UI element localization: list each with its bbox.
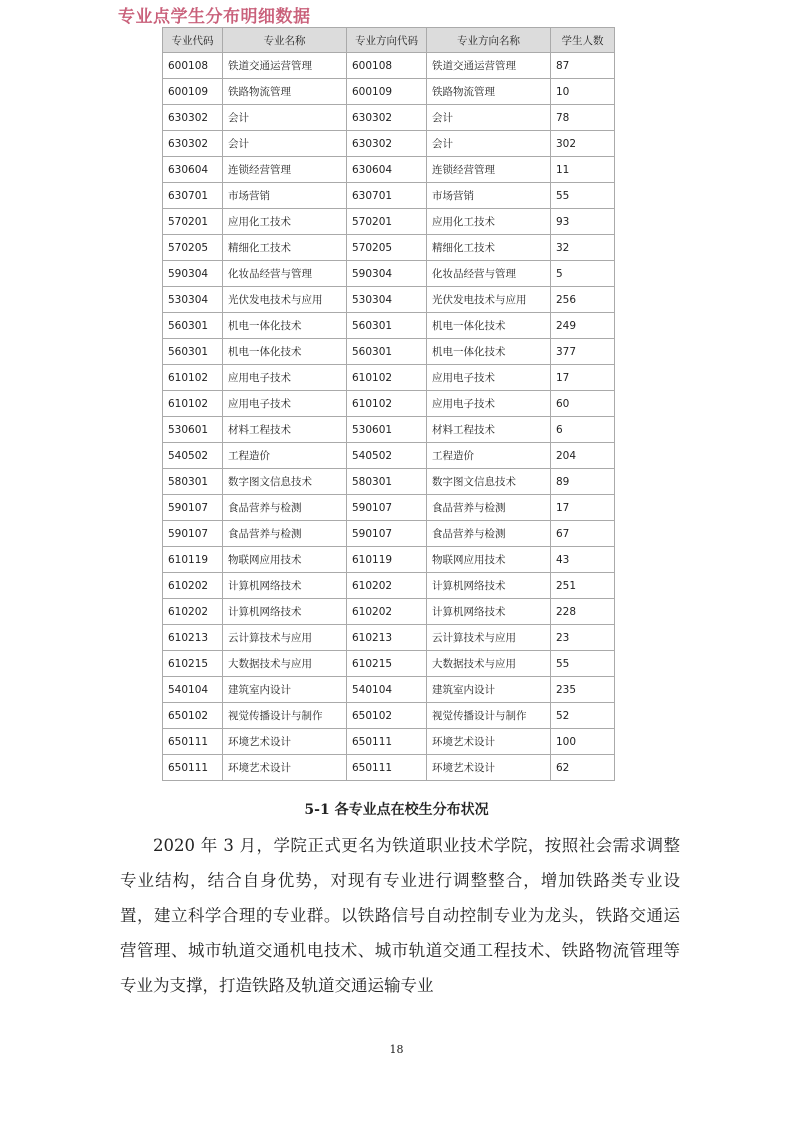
- cell-major-name: 应用化工技术: [223, 209, 347, 235]
- cell-major-name: 数字图文信息技术: [223, 469, 347, 495]
- cell-direction-code: 650102: [347, 703, 427, 729]
- cell-direction-code: 590304: [347, 261, 427, 287]
- cell-major-code: 630302: [163, 131, 223, 157]
- cell-major-name: 铁道交通运营管理: [223, 53, 347, 79]
- table-row: [163, 79, 615, 105]
- cell-direction-code: 610213: [347, 625, 427, 651]
- cell-major-name: 精细化工技术: [223, 235, 347, 261]
- cell-direction-name: 应用化工技术: [427, 209, 551, 235]
- cell-direction-name: 云计算技术与应用: [427, 625, 551, 651]
- table-row: [163, 547, 615, 573]
- table-row: [163, 235, 615, 261]
- cell-student-count: 17: [551, 365, 615, 391]
- cell-student-count: 204: [551, 443, 615, 469]
- cell-major-name: 物联网应用技术: [223, 547, 347, 573]
- cell-student-count: 52: [551, 703, 615, 729]
- cell-direction-code: 560301: [347, 313, 427, 339]
- cell-student-count: 32: [551, 235, 615, 261]
- cell-direction-name: 应用电子技术: [427, 391, 551, 417]
- table-row: [163, 599, 615, 625]
- table-row: [163, 157, 615, 183]
- table-row: [163, 677, 615, 703]
- cell-direction-name: 环境艺术设计: [427, 729, 551, 755]
- cell-major-name: 机电一体化技术: [223, 313, 347, 339]
- cell-direction-name: 机电一体化技术: [427, 313, 551, 339]
- cell-major-code: 590107: [163, 521, 223, 547]
- table-caption: 5-1 各专业点在校生分布状况: [304, 802, 489, 818]
- cell-direction-code: 530304: [347, 287, 427, 313]
- table-header: [163, 28, 615, 53]
- cell-student-count: 10: [551, 79, 615, 105]
- table-row: [163, 339, 615, 365]
- cell-major-name: 机电一体化技术: [223, 339, 347, 365]
- column-header-direction-code: 专业方向代码: [347, 28, 427, 53]
- cell-major-code: 600109: [163, 79, 223, 105]
- cell-direction-code: 630701: [347, 183, 427, 209]
- cell-direction-code: 530601: [347, 417, 427, 443]
- cell-direction-code: 540104: [347, 677, 427, 703]
- cell-direction-name: 视觉传播设计与制作: [427, 703, 551, 729]
- cell-direction-name: 食品营养与检测: [427, 495, 551, 521]
- table-row: [163, 105, 615, 131]
- cell-major-code: 540502: [163, 443, 223, 469]
- cell-student-count: 228: [551, 599, 615, 625]
- cell-major-name: 应用电子技术: [223, 365, 347, 391]
- table-row: [163, 365, 615, 391]
- cell-direction-code: 610202: [347, 573, 427, 599]
- body-paragraph: 2020 年 3 月，学院正式更名为铁道职业技术学院，按照社会需求调整专业结构，结合自身优势，对现有专业进行调整整合，增加铁路类专业设置，建立科学合理的专业群。以铁路信号自动控制专业为龙头，铁路交通运营管理、城市轨道交通机电技术、城市轨道交通工程技术、铁路物流管理等专业为支撑，打造铁路及轨道交通运输专业: [120, 836, 680, 995]
- cell-direction-name: 数字图文信息技术: [427, 469, 551, 495]
- cell-major-name: 计算机网络技术: [223, 573, 347, 599]
- column-header-student-count: 学生人数: [551, 28, 615, 53]
- cell-major-name: 视觉传播设计与制作: [223, 703, 347, 729]
- cell-student-count: 23: [551, 625, 615, 651]
- table-row: [163, 755, 615, 781]
- cell-direction-code: 650111: [347, 729, 427, 755]
- cell-major-name: 化妆品经营与管理: [223, 261, 347, 287]
- cell-major-code: 560301: [163, 339, 223, 365]
- cell-major-name: 会计: [223, 131, 347, 157]
- table-row: [163, 625, 615, 651]
- cell-direction-code: 590107: [347, 495, 427, 521]
- cell-student-count: 256: [551, 287, 615, 313]
- cell-student-count: 6: [551, 417, 615, 443]
- cell-student-count: 67: [551, 521, 615, 547]
- cell-student-count: 60: [551, 391, 615, 417]
- cell-student-count: 89: [551, 469, 615, 495]
- cell-student-count: 11: [551, 157, 615, 183]
- cell-direction-code: 630302: [347, 131, 427, 157]
- cell-direction-name: 计算机网络技术: [427, 573, 551, 599]
- cell-major-name: 环境艺术设计: [223, 755, 347, 781]
- cell-major-code: 560301: [163, 313, 223, 339]
- table-row: [163, 391, 615, 417]
- cell-major-code: 630701: [163, 183, 223, 209]
- table-row: [163, 651, 615, 677]
- cell-direction-name: 材料工程技术: [427, 417, 551, 443]
- cell-major-name: 建筑室内设计: [223, 677, 347, 703]
- cell-direction-code: 610102: [347, 365, 427, 391]
- cell-student-count: 100: [551, 729, 615, 755]
- cell-student-count: 235: [551, 677, 615, 703]
- cell-major-name: 连锁经营管理: [223, 157, 347, 183]
- cell-major-code: 600108: [163, 53, 223, 79]
- cell-major-code: 650111: [163, 755, 223, 781]
- cell-student-count: 93: [551, 209, 615, 235]
- table-row: [163, 131, 615, 157]
- cell-direction-name: 物联网应用技术: [427, 547, 551, 573]
- cell-direction-name: 铁路物流管理: [427, 79, 551, 105]
- table-row: [163, 729, 615, 755]
- cell-student-count: 377: [551, 339, 615, 365]
- cell-student-count: 87: [551, 53, 615, 79]
- cell-direction-name: 环境艺术设计: [427, 755, 551, 781]
- cell-major-code: 590107: [163, 495, 223, 521]
- cell-student-count: 17: [551, 495, 615, 521]
- cell-student-count: 249: [551, 313, 615, 339]
- cell-major-code: 530601: [163, 417, 223, 443]
- cell-major-code: 630302: [163, 105, 223, 131]
- cell-major-code: 540104: [163, 677, 223, 703]
- cell-major-name: 云计算技术与应用: [223, 625, 347, 651]
- cell-major-name: 计算机网络技术: [223, 599, 347, 625]
- cell-major-name: 食品营养与检测: [223, 495, 347, 521]
- cell-direction-name: 计算机网络技术: [427, 599, 551, 625]
- student-distribution-table: [162, 27, 615, 781]
- table-row: [163, 443, 615, 469]
- cell-major-code: 610102: [163, 391, 223, 417]
- cell-major-code: 590304: [163, 261, 223, 287]
- cell-direction-name: 铁道交通运营管理: [427, 53, 551, 79]
- cell-major-code: 610215: [163, 651, 223, 677]
- cell-major-code: 580301: [163, 469, 223, 495]
- cell-direction-code: 610119: [347, 547, 427, 573]
- cell-direction-code: 570205: [347, 235, 427, 261]
- cell-direction-name: 精细化工技术: [427, 235, 551, 261]
- table-row: [163, 469, 615, 495]
- cell-major-name: 材料工程技术: [223, 417, 347, 443]
- cell-direction-code: 590107: [347, 521, 427, 547]
- cell-direction-name: 市场营销: [427, 183, 551, 209]
- cell-direction-code: 560301: [347, 339, 427, 365]
- column-header-major-name: 专业名称: [223, 28, 347, 53]
- cell-direction-name: 会计: [427, 131, 551, 157]
- cell-major-code: 610119: [163, 547, 223, 573]
- table-row: [163, 53, 615, 79]
- cell-direction-code: 600109: [347, 79, 427, 105]
- cell-direction-name: 会计: [427, 105, 551, 131]
- cell-direction-code: 600108: [347, 53, 427, 79]
- cell-direction-name: 工程造价: [427, 443, 551, 469]
- cell-major-code: 570205: [163, 235, 223, 261]
- cell-major-code: 610102: [163, 365, 223, 391]
- cell-student-count: 62: [551, 755, 615, 781]
- cell-major-name: 食品营养与检测: [223, 521, 347, 547]
- cell-major-name: 环境艺术设计: [223, 729, 347, 755]
- table-row: [163, 573, 615, 599]
- cell-direction-name: 建筑室内设计: [427, 677, 551, 703]
- cell-student-count: 55: [551, 183, 615, 209]
- cell-direction-code: 650111: [347, 755, 427, 781]
- table-row: [163, 287, 615, 313]
- cell-direction-name: 机电一体化技术: [427, 339, 551, 365]
- cell-direction-code: 570201: [347, 209, 427, 235]
- cell-major-name: 铁路物流管理: [223, 79, 347, 105]
- cell-major-code: 610202: [163, 599, 223, 625]
- cell-direction-code: 630604: [347, 157, 427, 183]
- cell-major-name: 工程造价: [223, 443, 347, 469]
- cell-direction-name: 大数据技术与应用: [427, 651, 551, 677]
- cell-direction-name: 连锁经营管理: [427, 157, 551, 183]
- cell-major-code: 650111: [163, 729, 223, 755]
- cell-major-name: 会计: [223, 105, 347, 131]
- cell-major-code: 570201: [163, 209, 223, 235]
- cell-major-code: 650102: [163, 703, 223, 729]
- table-row: [163, 313, 615, 339]
- cell-direction-code: 610102: [347, 391, 427, 417]
- cell-direction-name: 食品营养与检测: [427, 521, 551, 547]
- table-row: [163, 417, 615, 443]
- cell-direction-code: 630302: [347, 105, 427, 131]
- cell-direction-code: 540502: [347, 443, 427, 469]
- student-distribution-table-frame: [162, 27, 614, 781]
- cell-student-count: 43: [551, 547, 615, 573]
- cell-student-count: 251: [551, 573, 615, 599]
- cell-major-code: 610213: [163, 625, 223, 651]
- cell-student-count: 302: [551, 131, 615, 157]
- table-header-title: 专业点学生分布明细数据: [118, 7, 311, 27]
- table-row: [163, 703, 615, 729]
- table-row: [163, 183, 615, 209]
- cell-direction-code: 610202: [347, 599, 427, 625]
- cell-student-count: 78: [551, 105, 615, 131]
- table-row: [163, 261, 615, 287]
- cell-student-count: 5: [551, 261, 615, 287]
- table-row: [163, 209, 615, 235]
- cell-direction-code: 610215: [347, 651, 427, 677]
- cell-major-name: 大数据技术与应用: [223, 651, 347, 677]
- cell-direction-name: 应用电子技术: [427, 365, 551, 391]
- cell-major-code: 630604: [163, 157, 223, 183]
- page-number: 18: [389, 1043, 404, 1056]
- column-header-major-code: 专业代码: [163, 28, 223, 53]
- column-header-direction-name: 专业方向名称: [427, 28, 551, 53]
- cell-major-name: 应用电子技术: [223, 391, 347, 417]
- cell-direction-name: 光伏发电技术与应用: [427, 287, 551, 313]
- table-row: [163, 495, 615, 521]
- cell-direction-name: 化妆品经营与管理: [427, 261, 551, 287]
- cell-major-name: 市场营销: [223, 183, 347, 209]
- table-body: [163, 53, 615, 781]
- cell-major-code: 530304: [163, 287, 223, 313]
- table-header-row: [163, 28, 615, 53]
- cell-direction-code: 580301: [347, 469, 427, 495]
- table-row: [163, 521, 615, 547]
- cell-major-name: 光伏发电技术与应用: [223, 287, 347, 313]
- cell-major-code: 610202: [163, 573, 223, 599]
- cell-student-count: 55: [551, 651, 615, 677]
